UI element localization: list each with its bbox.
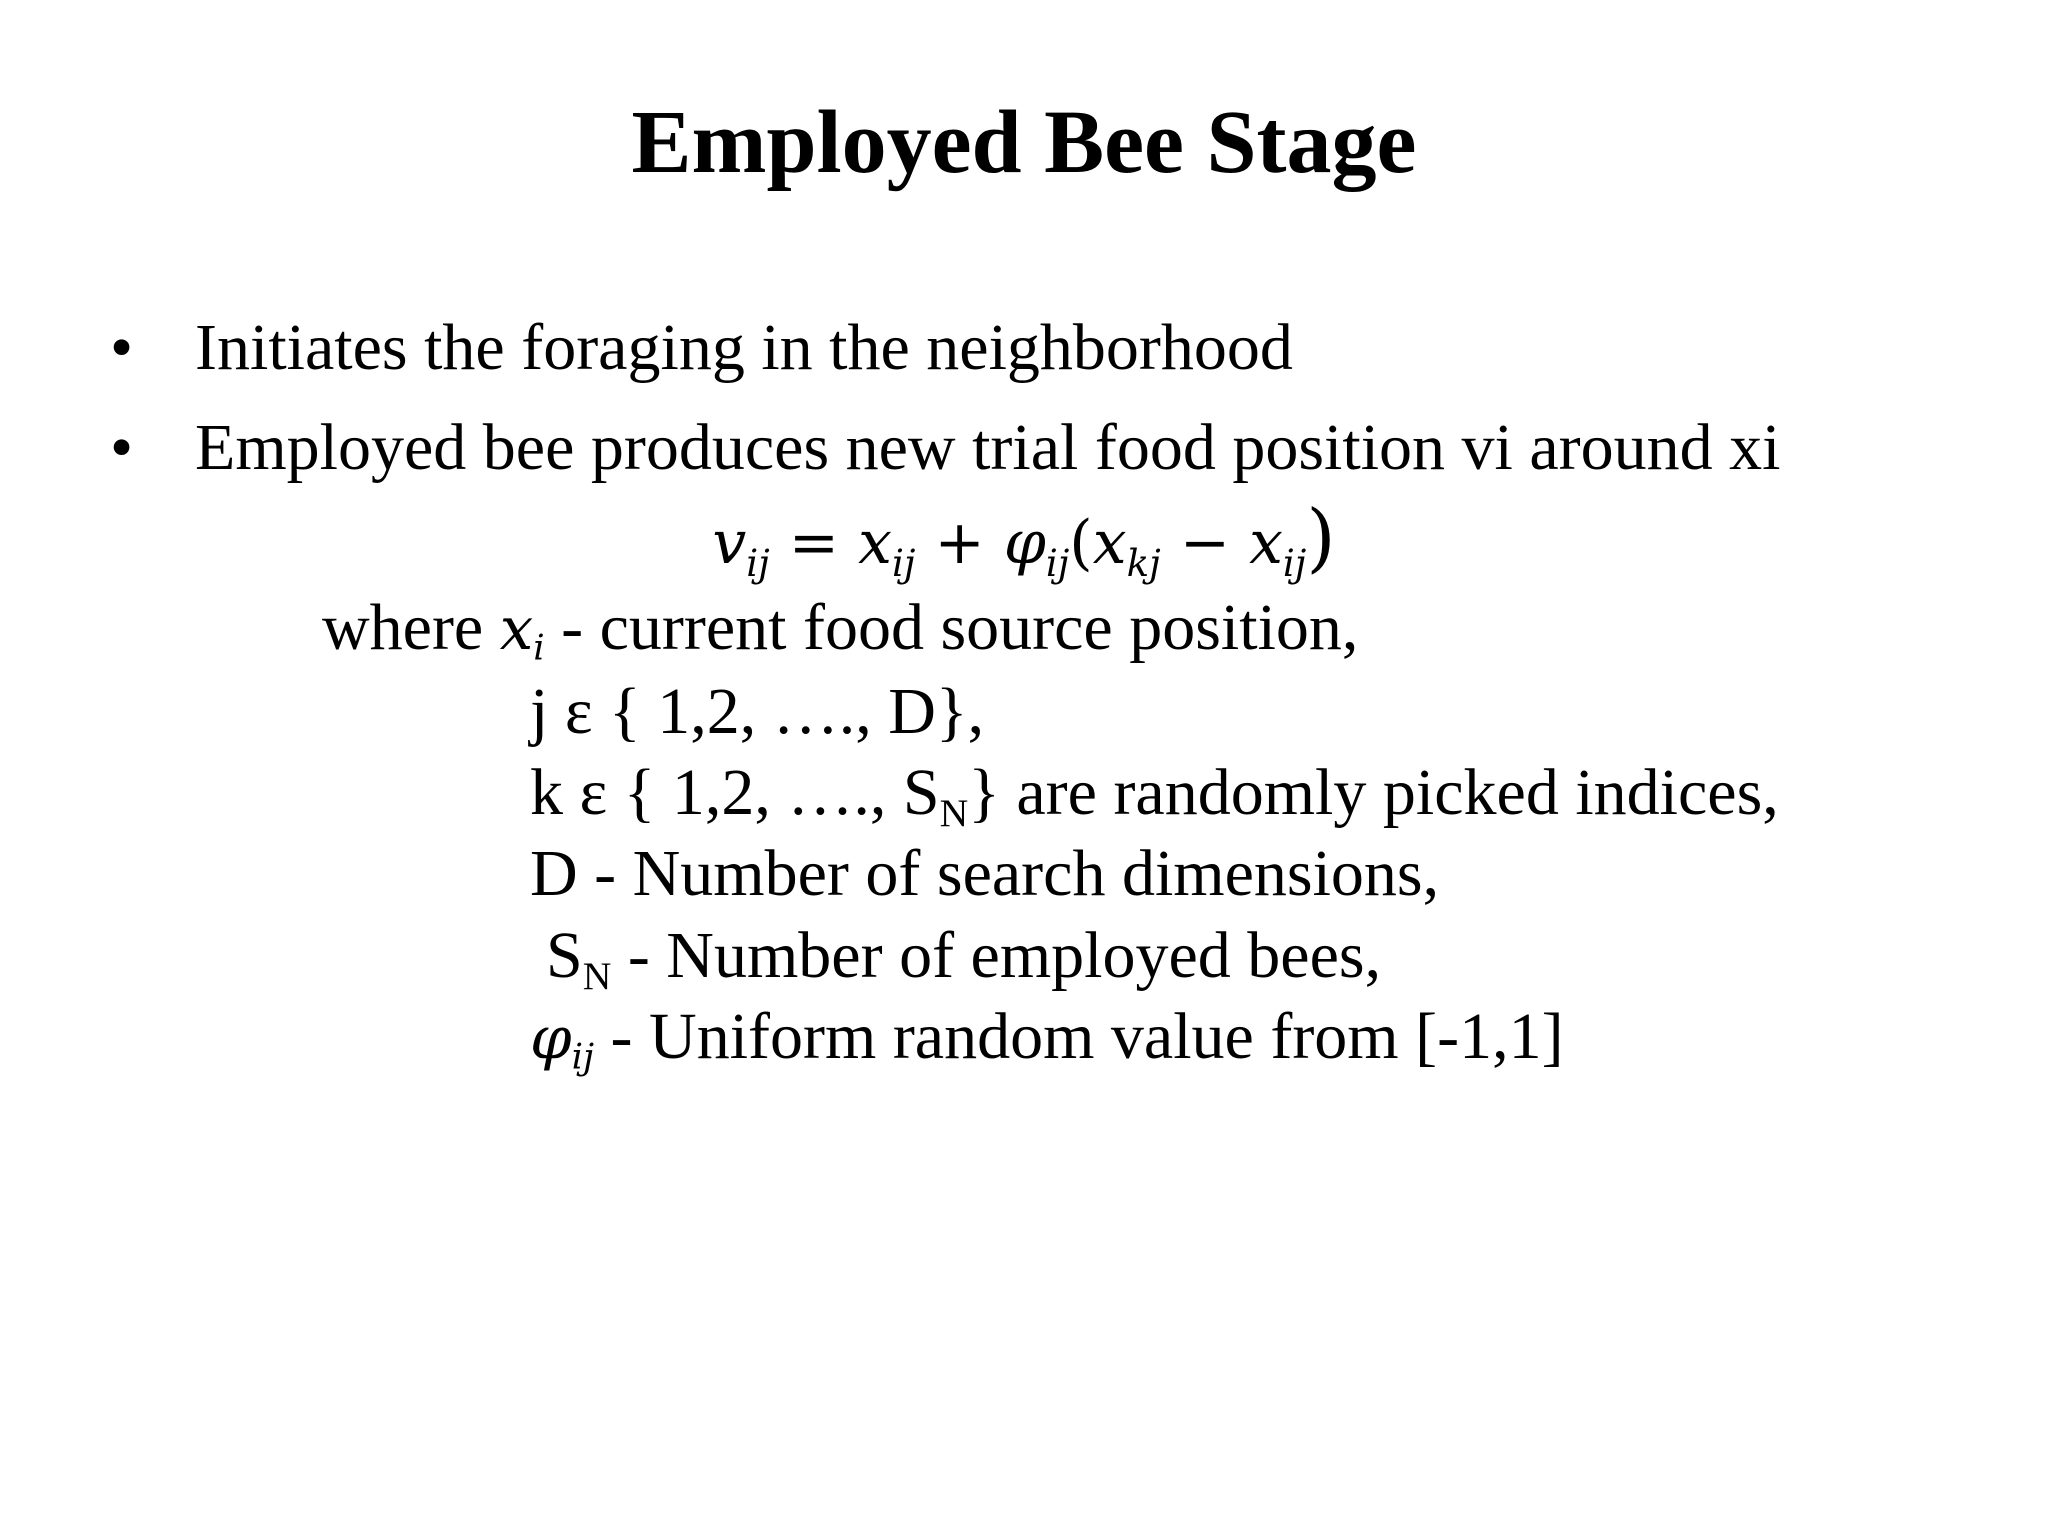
update-equation <box>0 492 2048 588</box>
k-prefix: k ε { 1,2, …., S <box>530 756 940 829</box>
definition-phi <box>530 997 1564 1079</box>
eq-close-paren: ) <box>1306 493 1336 581</box>
definition-sn <box>546 916 1381 996</box>
phi-text: - Uniform random value from [-1,1] <box>594 1000 1564 1073</box>
phi-sub: ij <box>571 1036 595 1078</box>
where-prefix: where <box>322 591 500 664</box>
definition-d: D - Number of search dimensions, <box>530 837 1440 910</box>
bullet-text: Employed bee produces new trial food position vi around xi <box>195 411 1781 484</box>
eq-open-paren: ( <box>1069 508 1093 578</box>
eq-xk: x <box>1092 508 1127 578</box>
eq-x2: x <box>1249 508 1283 578</box>
sn-var: S <box>546 919 583 992</box>
eq-minus: − <box>1160 508 1250 578</box>
bullet-dot-icon: • <box>110 411 134 484</box>
eq-x1: x <box>858 508 892 578</box>
definition-where <box>322 588 1358 670</box>
eq-plus: + <box>915 508 1004 578</box>
bullet-text: Initiates the foraging in the neighborhood <box>195 311 1293 384</box>
bullet-dot-icon: • <box>110 311 134 384</box>
eq-x2-sub: ij <box>1282 541 1307 586</box>
eq-v: v <box>712 508 747 578</box>
eq-phi-sub: ij <box>1045 541 1070 586</box>
where-text: - current food source position, <box>544 591 1359 664</box>
eq-x1-sub: ij <box>891 541 916 586</box>
slide-title: Employed Bee Stage <box>631 93 1417 192</box>
phi-var: φ <box>530 1004 572 1073</box>
where-var: x <box>499 595 534 664</box>
eq-equals: = <box>769 508 859 578</box>
eq-phi: φ <box>1003 508 1046 578</box>
sn-text: - Number of employed bees, <box>611 919 1382 992</box>
definition-k <box>530 753 1779 833</box>
eq-v-sub: ij <box>746 541 770 586</box>
definition-j: j ε { 1,2, …., D}, <box>530 675 985 748</box>
where-sub: i <box>533 627 545 669</box>
eq-xk-sub: kj <box>1126 541 1161 586</box>
k-suffix: } are randomly picked indices, <box>968 756 1779 829</box>
k-sub: N <box>939 790 969 835</box>
sn-sub: N <box>582 953 612 998</box>
